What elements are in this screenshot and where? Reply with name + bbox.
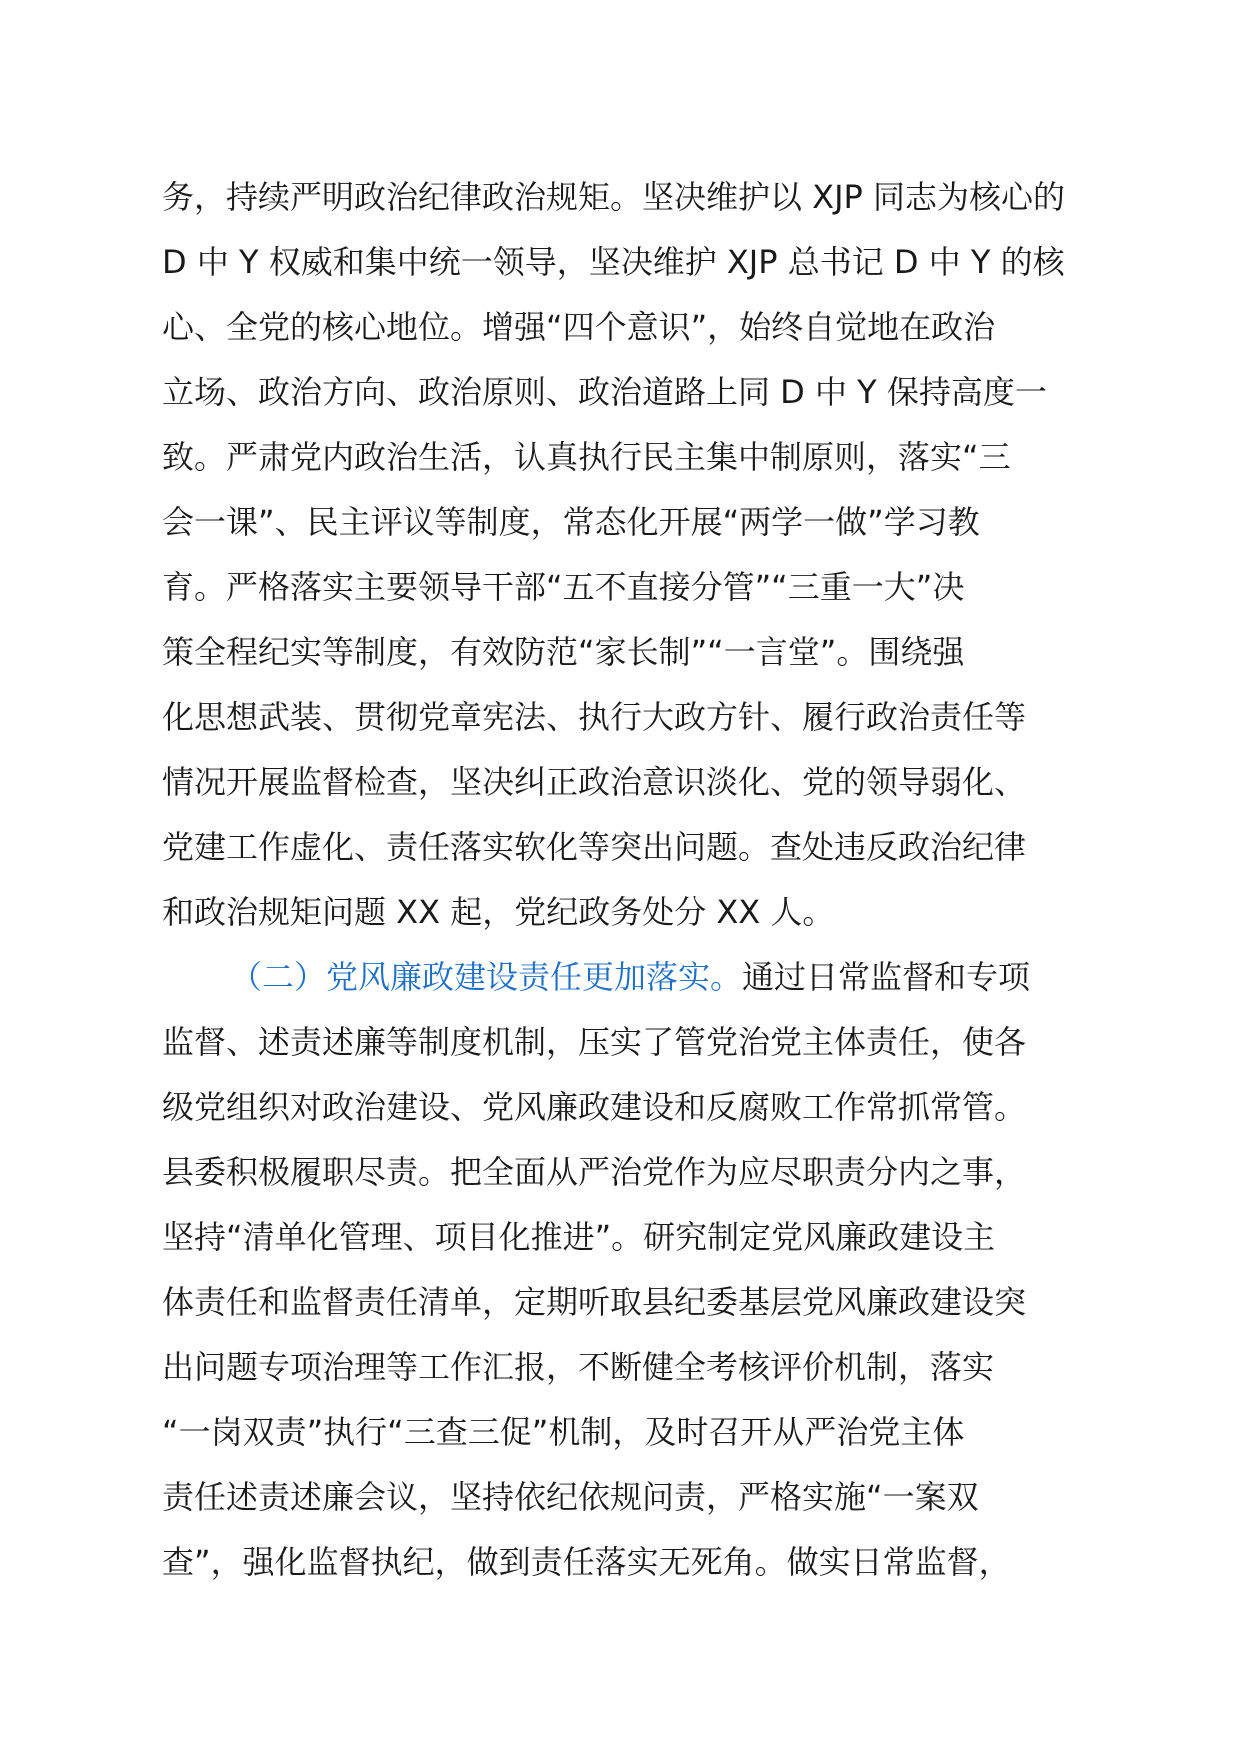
text-line: 体责任和监督责任清单，定期听取县纪委基层党风廉政建设突	[162, 1283, 1027, 1321]
text-run: 通过日常监督和专项	[742, 958, 1031, 996]
text-line: 策全程纪实等制度，有效防范“家长制”“一言堂”。围绕强	[162, 633, 965, 671]
text-line: 立场、政治方向、政治原则、政治道路上同 D 中 Y 保持高度一	[162, 373, 1047, 411]
text-line: 心、全党的核心地位。增强“四个意识”，始终自觉地在政治	[162, 308, 996, 346]
text-line: 育。严格落实主要领导干部“五不直接分管”“三重一大”决	[162, 568, 965, 606]
text-line: 致。严肃党内政治生活，认真执行民主集中制原则，落实“三	[162, 438, 1011, 476]
text-line: 会一课”、民主评议等制度，常态化开展“两学一做”学习教	[162, 503, 980, 541]
section-heading: （二）党风廉政建设责任更加落实。	[230, 958, 743, 996]
text-line: 党建工作虚化、责任落实软化等突出问题。查处违反政治纪律	[162, 828, 1027, 866]
paragraph-1	[162, 165, 1102, 945]
text-line: 情况开展监督检查，坚决纠正政治意识淡化、党的领导弱化、	[162, 763, 1027, 801]
text-line: 级党组织对政治建设、党风廉政建设和反腐败工作常抓常管。	[162, 1088, 1027, 1126]
text-line: 责任述责述廉会议，坚持依纪依规问责，严格实施“一案双	[162, 1478, 979, 1516]
text-line: 出问题专项治理等工作汇报，不断健全考核评价机制，落实	[162, 1348, 995, 1386]
text-line: 坚持“清单化管理、项目化推进”。研究制定党风廉政建设主	[162, 1218, 996, 1256]
text-line: D 中 Y 权威和集中统一领导，坚决维护 XJP 总书记 D 中 Y 的核	[162, 243, 1065, 281]
text-line: 化思想武装、贯彻党章宪法、执行大政方针、履行政治责任等	[162, 698, 1027, 736]
paragraph-2	[162, 945, 1102, 1595]
text-line: 和政治规矩问题 XX 起，党纪政务处分 XX 人。	[162, 893, 835, 931]
document-body	[162, 165, 1102, 1595]
text-line: “一岗双责”执行“三查三促”机制，及时召开从严治党主体	[162, 1413, 965, 1451]
text-line: 查”，强化监督执纪，做到责任落实无死角。做实日常监督，	[162, 1543, 1011, 1581]
text-line: 监督、述责述廉等制度机制，压实了管党治党主体责任，使各	[162, 1023, 1027, 1061]
text-line: 县委积极履职尽责。把全面从严治党作为应尽职责分内之事，	[162, 1153, 1027, 1191]
text-line: 务，持续严明政治纪律政治规矩。坚决维护以 XJP 同志为核心的	[162, 178, 1066, 216]
paragraph-2-first-line	[162, 945, 1102, 1010]
